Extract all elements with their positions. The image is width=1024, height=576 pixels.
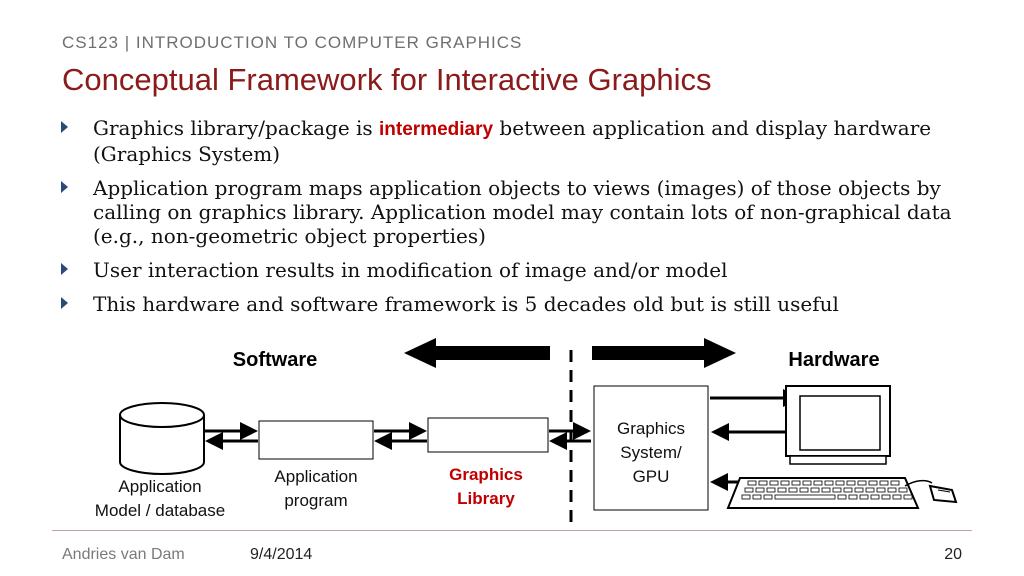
hardware-arrow: [592, 338, 736, 368]
graphics-system-label: GPU: [632, 467, 670, 486]
slide-title: Conceptual Framework for Interactive Graphics: [62, 62, 712, 97]
bullet-text: Application program maps application objects to views (images) of those objects by calling on graphics library. Application model may contain lots of non-graphical data (e.g., non-geometric object properties): [93, 176, 952, 248]
graphics-library-box: [428, 418, 548, 452]
bullet-text: This hardware and software framework is 5 decades old but is still useful: [93, 292, 839, 316]
footer-divider: [52, 530, 972, 531]
bullet-text: between application and display hardware (Graphics System): [93, 116, 932, 166]
bullet-text: Graphics library/package is: [93, 116, 380, 140]
bullet-text: User interaction results in modification of image and/or model: [93, 258, 728, 282]
monitor-icon: [786, 386, 890, 464]
software-arrow: [404, 338, 550, 368]
hardware-label: Hardware: [788, 349, 880, 371]
intermediary-highlight: intermediary: [379, 119, 494, 140]
page-number: 20: [944, 546, 962, 563]
app-model-label: Model / database: [94, 501, 226, 520]
graphics-library-label: Graphics: [449, 465, 523, 484]
graphics-system-label: Graphics: [616, 419, 686, 438]
graphics-library-label: Library: [457, 489, 515, 508]
app-model-label: Application: [118, 477, 202, 496]
database-icon: [120, 403, 204, 474]
software-label: Software: [232, 349, 318, 371]
keyboard-icon: [728, 478, 918, 508]
footer-date: 9/4/2014: [250, 546, 313, 563]
course-header: CS123 | INTRODUCTION TO COMPUTER GRAPHICS: [62, 33, 523, 52]
footer-author: Andries van Dam: [62, 546, 185, 563]
app-program-label: Application: [274, 467, 358, 486]
graphics-system-label: System/: [620, 443, 682, 462]
app-program-box: [259, 421, 373, 459]
app-program-label: program: [284, 491, 348, 510]
